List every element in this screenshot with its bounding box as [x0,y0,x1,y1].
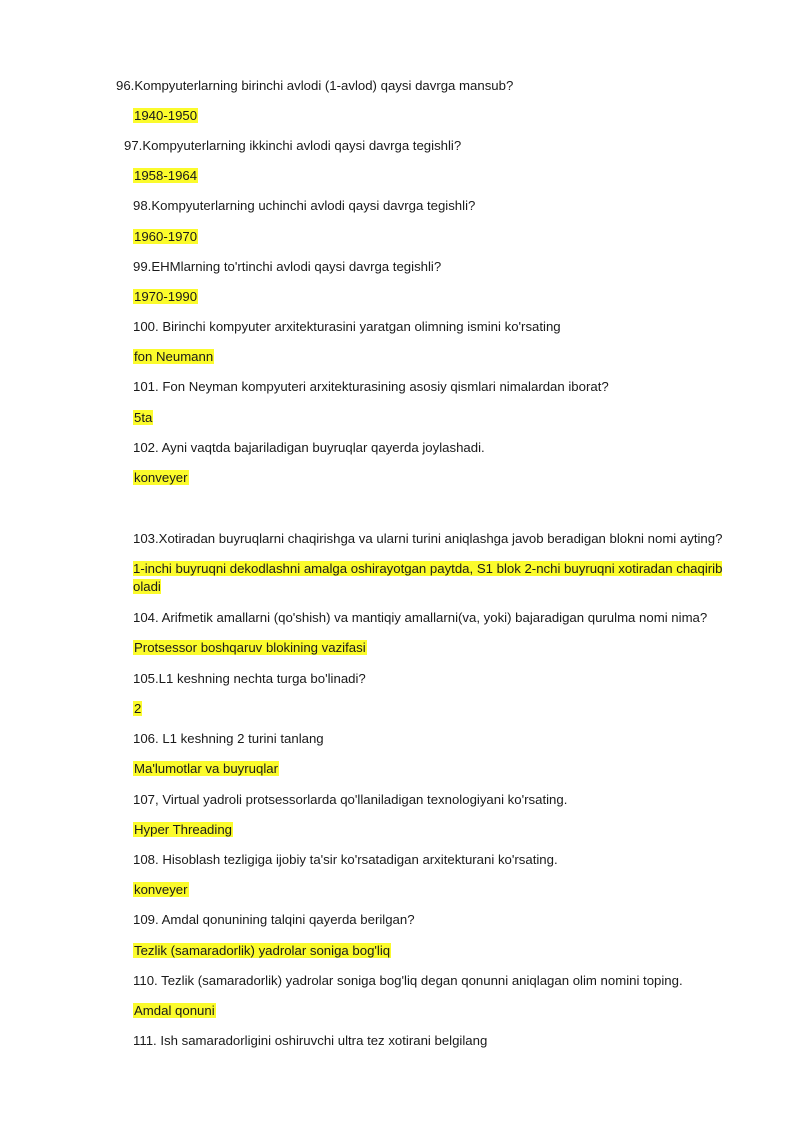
question-107: 107, Virtual yadroli protsessorlarda qo'llaniladigan texnologiyani ko'rsating. [133,792,568,807]
question-106: 106. L1 keshning 2 turini tanlang [133,731,324,746]
answer-highlight: Amdal qonuni [134,1003,215,1018]
answer-96 [133,107,198,125]
answer-104 [133,639,367,657]
question-98: 98.Kompyuterlarning uchinchi avlodi qaysi davrga tegishli? [133,198,476,213]
answer-highlight: Tezlik (samaradorlik) yadrolar soniga bog'liq [134,943,391,958]
answer-102 [133,469,189,487]
answer-highlight: 1960-1970 [134,229,198,244]
question-110: 110. Tezlik (samaradorlik) yadrolar soniga bog'liq degan qonunni aniqlagan olim nomini toping. [133,973,683,988]
answer-highlight: 1958-1964 [134,168,198,183]
question-103: 103.Xotiradan buyruqlarni chaqirishga va ularni turini aniqlashga javob beradigan blokni nomi ayting? [133,531,723,546]
question-104: 104. Arifmetik amallarni (qo'shish) va mantiqiy amallarni(va, yoki) bajaradigan qurulma nomi nima? [133,610,708,625]
answer-highlight: 2 [134,701,142,716]
answer-107 [133,821,233,839]
answer-109 [133,942,391,960]
answer-110 [133,1002,216,1020]
question-109: 109. Amdal qonunining talqini qayerda berilgan? [133,912,415,927]
answer-highlight: Protsessor boshqaruv blokining vazifasi [134,640,366,655]
answer-101 [133,409,153,427]
answer-highlight: Ma'lumotlar va buyruqlar [134,761,278,776]
question-108: 108. Hisoblash tezligiga ijobiy ta'sir ko'rsatadigan arxitekturani ko'rsating. [133,852,558,867]
question-99: 99.EHMlarning to'rtinchi avlodi qaysi davrga tegishli? [133,259,442,274]
answer-99 [133,288,198,306]
answer-highlight: konveyer [134,882,188,897]
answer-highlight: 1940-1950 [134,108,198,123]
answer-105 [133,700,142,718]
answer-108 [133,881,189,899]
question-102: 102. Ayni vaqtda bajariladigan buyruqlar qayerda joylashadi. [133,440,485,455]
question-105: 105.L1 keshning nechta turga bo'linadi? [133,671,366,686]
answer-highlight: 1-inchi buyruqni dekodlashni amalga oshirayotgan paytda, S1 blok 2-nchi buyruqni xotiradan chaqirib oladi [133,561,723,594]
answer-106 [133,760,279,778]
question-96: 96.Kompyuterlarning birinchi avlodi (1-avlod) qaysi davrga mansub? [116,78,514,93]
question-111: 111. Ish samaradorligini oshiruvchi ultra tez xotirani belgilang [133,1033,488,1048]
answer-highlight: 1970-1990 [134,289,198,304]
question-97: 97.Kompyuterlarning ikkinchi avlodi qaysi davrga tegishli? [124,138,462,153]
answer-highlight: Hyper Threading [134,822,232,837]
answer-highlight: fon Neumann [134,349,214,364]
answer-100 [133,348,214,366]
answer-98 [133,228,198,246]
question-100: 100. Birinchi kompyuter arxitekturasini yaratgan olimning ismini ko'rsating [133,319,561,334]
answer-97 [133,167,198,185]
answer-highlight: konveyer [134,470,188,485]
answer-103 [133,560,745,596]
answer-highlight: 5ta [134,410,153,425]
question-101: 101. Fon Neyman kompyuteri arxitekturasining asosiy qismlari nimalardan iborat? [133,379,609,394]
